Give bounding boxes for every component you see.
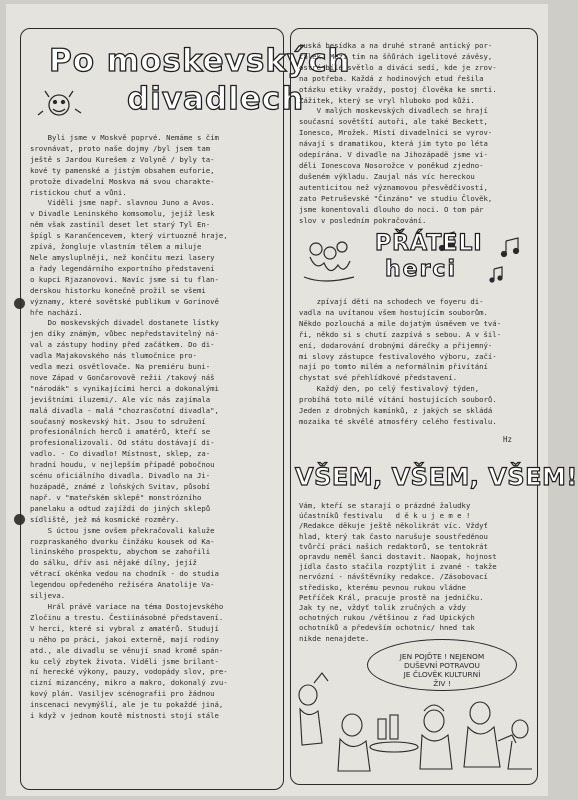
article-continuation: ruská besídka a na druhé straně antický por- tálek. Mezi tím na šňůrách igelitové závěsy, ostré bílé světlo a diváci sedí, kde je zrov- na potřeba. Každá z hodinových etud řešila otázku etiky vraždy, postoj člověka ke smrti. Zážitek, který se vryl hluboko pod kůži. V malých moskevských divadlech se hrají současní sovětští autoři, ale také Beckett, Ionesco, Mrožek. Místí divadelníci se vyrov- návají s dramatikou, která jim tyto po léta odepírána. V divadle na Jihozápadě jsme vi- děli Ionescova Nosorožce v poněkud zjedno- dušeném výkladu. Zaujal nás víc hereckou autenticitou než významovou přesvědčivostí, zato Petruševské "Činzáno" ve studiu Člověk, jsme konentovali dlouho do noci. O tom pár slov v posledním pokračování. <box>299 41 497 225</box>
thanks-article-body: Vám, kteří se starají o prázdné žaludky účastníků festivalu d ě k u j e m e ! /Redakce děkuje ještě několikrát víc. Vždyť hlad, který tak často narušuje soustředěnou tvůrčí práci našich redaktorů, se tentokrát opravdu neměl šanci dostavit. Naopak, hojnost jídla často stačila rozptýlit i zvané - takže nervózní - návštěvníky redakce. /Zásobovací středisko, kterému pevnou rukou vládne Petříček Král, pracuje prostě na jedničku. Jak ty ne, vždyť tolik zručných a vždy ochotných rukou /většinou z řad Upických ochotníků a především ochotnic/ hned tak nikde nenajdete. <box>299 501 497 643</box>
newspaper-page <box>6 4 578 796</box>
speech-bubble-text: JEN POJĎTE ! NEJENOM DUŠEVNÍ POTRAVOU JE ČLOVĚK KULTURNÍ ŽIV ! <box>399 652 485 688</box>
speech-bubble <box>367 639 517 691</box>
everyone-banner: VŠEM, VŠEM, VŠEM! <box>295 463 578 491</box>
welcome-article-body: zpívají děti na schodech ve foyeru di- vadla na uvítanou všem hostujícím souborům. Někdo pozlouchá a mile dojatým úsměvem ve tvá- ři, někdo si s chutí zazpívá s sebou. A v šil- ení, dodarování drobnými dárečky a přijemný- mi slovy zástupce festivalového výboru, začí- nají po tomto milém a neformálním přivítání chystat své přehlídkové představení. Každý den, po celý festivalový týden, probíhá toto milé vítání hostujících souborů. Jeden z drobných kamínků, z jakých se skládá mozaika té skvělé atmosféry celého festivalu. <box>299 297 502 426</box>
article-body: Byli jsme v Moskvě poprvé. Nemáme s čím srovnávat, proto naše dojmy /byl jsem tam ještě s Jardou Kurešem z Volyně / byly ta- kové ty pamenské a jistým obsahem euforie, protože divadelní Moskva má svou charakte- ristickou chuť a vůni. Viděli jsme např. slavnou Juno a Avos. v Divadle Leninského komsomolu, jejíž lesk něm však zastínil deset let starý Tyl En- špígl s Karančencevem, který virtuozně hraje, zpívá, žongluje vlastním tělem a miluje Nele amysluplněji, než končitu mezi lasery a řady legendárního exportního představení o kupci Rjazanovovi. Navíc jsme si tu flan- derskou historku konečně prožil se všemi významy, které sovětské publikum v Gorinově hře nachází. Do moskevských divadel dostanete lístky jen díky známým, vůbec nepředstavitelný ná- val a zástupy hodiny před začátkem. Do di- vadla Majakovského nás tlumočnice pro- vedla mezi osvětlovače. Na premiéru buni- nove Západ v Gončarovově režii /takový náš "národák" s vynikajícími herci a dokonalými jevištními iluzemi/. Ale víc nás zajímala malá divadla - malá "chozrasčotní divadla", současný moskevský hit. Jsou to sdružení profesionálních herců i amatérů, kteří se profesionalizovali. Od státu dostávají di- vadlo. - Co divadlo! Místnost, sklep, za- hradní houdu, v nejlepším případě pobočnou scénu oficiálního divadla. Divadlo na Ji- hozápadě, známé z loňských Svitav, působí např. v "mateřském sklepě" monstrózního panelaku a odtud zajíždí do jiných sklepů sídliště, jež má kosmické rozměry. S úctou jsme ovšem překračovali kaluže rozpraskaného dvorku činžáku kousek od Ka- lininského prospektu, abychom se zahořili do sálku, dřív asi nějaké dílny, jejíž větrací okénka vedou na chodník - do studia legendou opředeného režiséra Anatolije Va- siljeva. Hrál právě variace na téma Dostojevského Zločinu a trestu. Čestiinásobné představení. V herci, které si vybral z amatérů. Studují u něho po práci, jakoi externě, mají rodiny atd., ale divadlu se věnují snad kromě spán- ku celý zbytek života. Viděli jsme brilant- ní herecké výkony, pauzy, vodopády slov, pre- cizní mizancény, mikro a makro, dokonalý zvu- kový plán. Vasiljev scénografii pro žádnou inscenaci nevymýšlí, ale je tu pokaždé jiná, i když v jednom koutě místnosti stojí stále <box>30 133 228 721</box>
masks-doodle-icon <box>38 91 81 115</box>
author-signature: Hz <box>503 435 513 444</box>
right-article-column <box>290 28 578 785</box>
left-article-column <box>20 28 351 790</box>
article-title <box>29 37 351 127</box>
title-line-2: divadlech <box>127 81 305 117</box>
friends-banner-line-2: herci <box>385 257 458 282</box>
title-line-1: Po moskevských <box>49 43 351 79</box>
friends-banner-line-1: PŘÁTELI <box>375 231 483 256</box>
